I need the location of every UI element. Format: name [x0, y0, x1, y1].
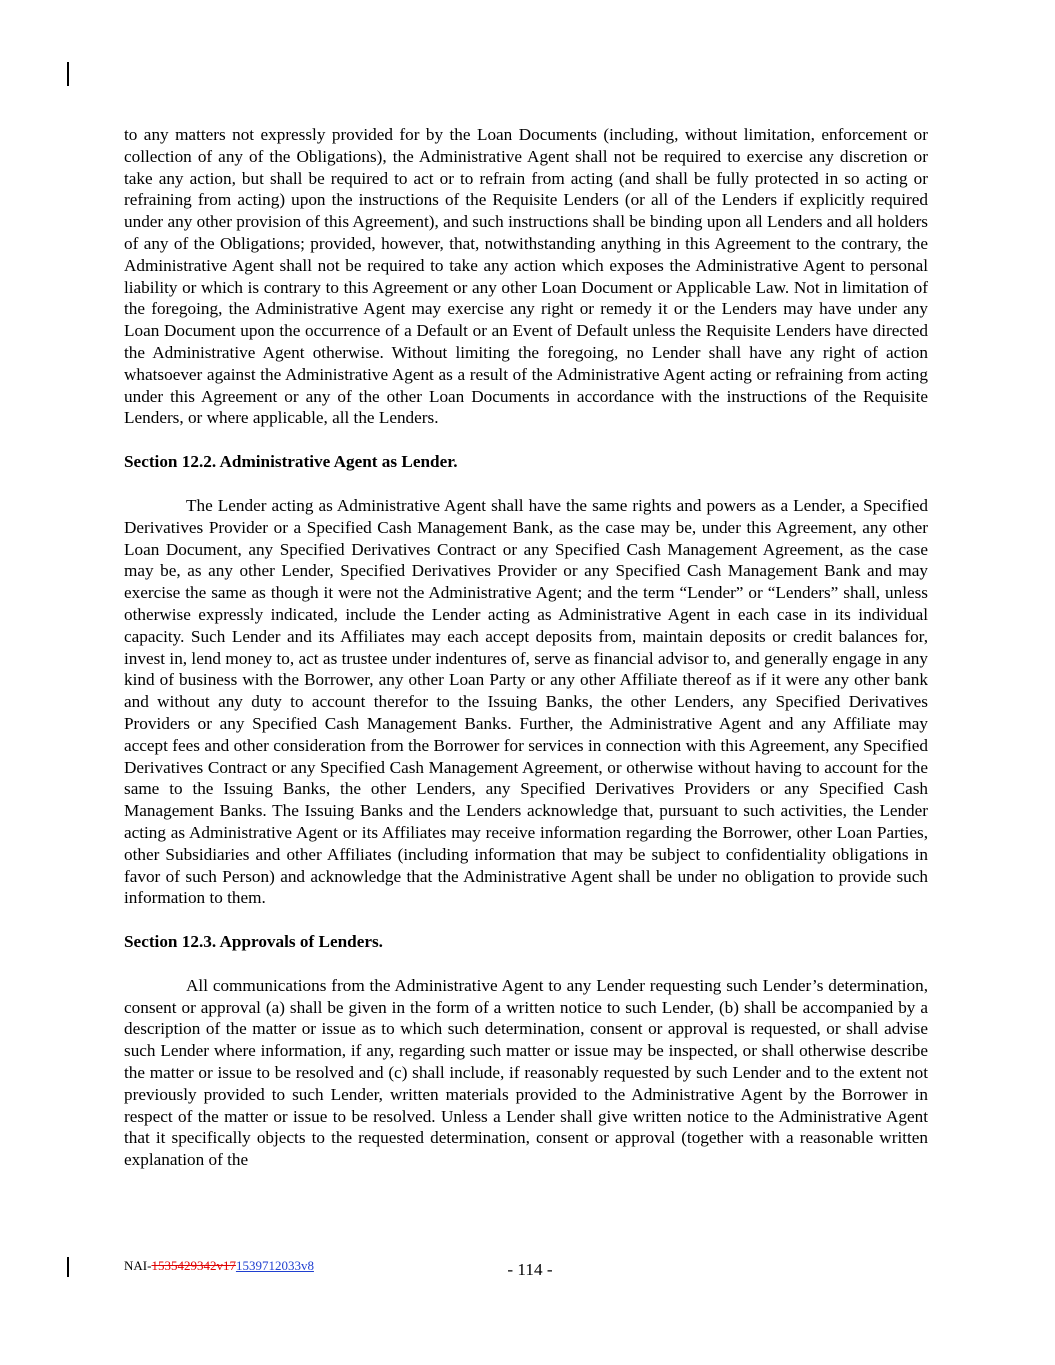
page-body — [124, 124, 928, 1171]
paragraph-section-12-3: All communications from the Administrative Agent to any Lender requesting such Lender’s determination, consent or approval (a) shall be given in the form of a written notice to such Lender, (b) shall be accompanied by a description of the matter or issue as to which such determination, consent or approval is requested, or shall advise such Lender where information, if any, regarding such matter or issue may be inspected, or shall otherwise describe the matter or issue to be resolved and (c) shall include, if reasonably requested by such Lender and to the extent not previously provided to such Lender, written materials provided to the Administrative Agent by the Borrower in respect of the matter or issue to be resolved. Unless a Lender shall give written notice to the Administrative Agent that it specifically objects to the requested determination, consent or approval (together with a reasonable written explanation of the — [124, 975, 928, 1170]
change-bar-bottom — [67, 1257, 69, 1277]
doc-id-prefix: NAI- — [124, 1258, 152, 1273]
document-id-footer — [124, 1258, 314, 1274]
section-heading-12-2: Section 12.2. Administrative Agent as Lender. — [124, 452, 458, 472]
change-bar-top — [67, 62, 69, 86]
section-heading-12-3: Section 12.3. Approvals of Lenders. — [124, 932, 383, 952]
page-number: - 114 - — [507, 1260, 553, 1279]
doc-id-deleted: 1535429342v17 — [151, 1258, 236, 1273]
doc-id-inserted: 1539712033v8 — [235, 1258, 314, 1273]
paragraph-continuation: to any matters not expressly provided for by the Loan Documents (including, without limitation, enforcement or collection of any of the Obligations), the Administrative Agent shall not be required to exercise any discretion or take any action, but shall be required to act or to refrain from acting (and shall be fully protected in so acting or refraining from acting) upon the instructions of the Requisite Lenders (or all of the Lenders if explicitly required under any other provision of this Agreement), and such instructions shall be binding upon all Lenders and all holders of any of the Obligations; provided, however, that, notwithstanding anything in this Agreement to the contrary, the Administrative Agent shall not be required to take any action which exposes the Administrative Agent to personal liability or which is contrary to this Agreement or any other Loan Document or Applicable Law. Not in limitation of the foregoing, the Administrative Agent may exercise any right or remedy it or the Lenders may have under any Loan Document upon the occurrence of a Default or an Event of Default unless the Requisite Lenders have directed the Administrative Agent otherwise. Without limiting the foregoing, no Lender shall have any right of action whatsoever against the Administrative Agent as a result of the Administrative Agent acting or refraining from acting under this Agreement or any of the other Loan Documents in accordance with the instructions of the Requisite Lenders, or where applicable, all the Lenders. — [124, 125, 928, 428]
paragraph-section-12-2: The Lender acting as Administrative Agent shall have the same rights and powers as a Lender, a Specified Derivatives Provider or a Specified Cash Management Bank, as the case may be, under this Agreement, any other Loan Document, any Specified Derivatives Contract or any Specified Cash Management Agreement, as the case may be, as any other Lender, Specified Derivatives Provider or any Specified Cash Management Bank and may exercise the same as though it were not the Administrative Agent; and the term “Lender” or “Lenders” shall, unless otherwise expressly indicated, include the Lender acting as Administrative Agent in each case in its individual capacity. Such Lender and its Affiliates may each accept deposits from, maintain deposits or credit balances for, invest in, lend money to, act as trustee under indentures of, serve as financial advisor to, and generally engage in any kind of business with the Borrower, any other Loan Party or any other Affiliate thereof as if it were any other bank and without any duty to account therefor to the Issuing Banks, the other Lenders, any Specified Derivatives Providers or any Specified Cash Management Banks. Further, the Administrative Agent and any Affiliate may accept fees and other consideration from the Borrower for services in connection with this Agreement, any Specified Derivatives Contract or any Specified Cash Management Agreement, or otherwise without having to account for the same to the Issuing Banks, the other Lenders, any Specified Derivatives Providers or any Specified Cash Management Banks. The Issuing Banks and the Lenders acknowledge that, pursuant to such activities, the Lender acting as Administrative Agent or its Affiliates may receive information regarding the Borrower, other Loan Parties, other Subsidiaries and other Affiliates (including information that may be subject to confidentiality obligations in favor of such Person) and acknowledge that the Administrative Agent shall be under no obligation to provide such information to them. — [124, 495, 928, 908]
